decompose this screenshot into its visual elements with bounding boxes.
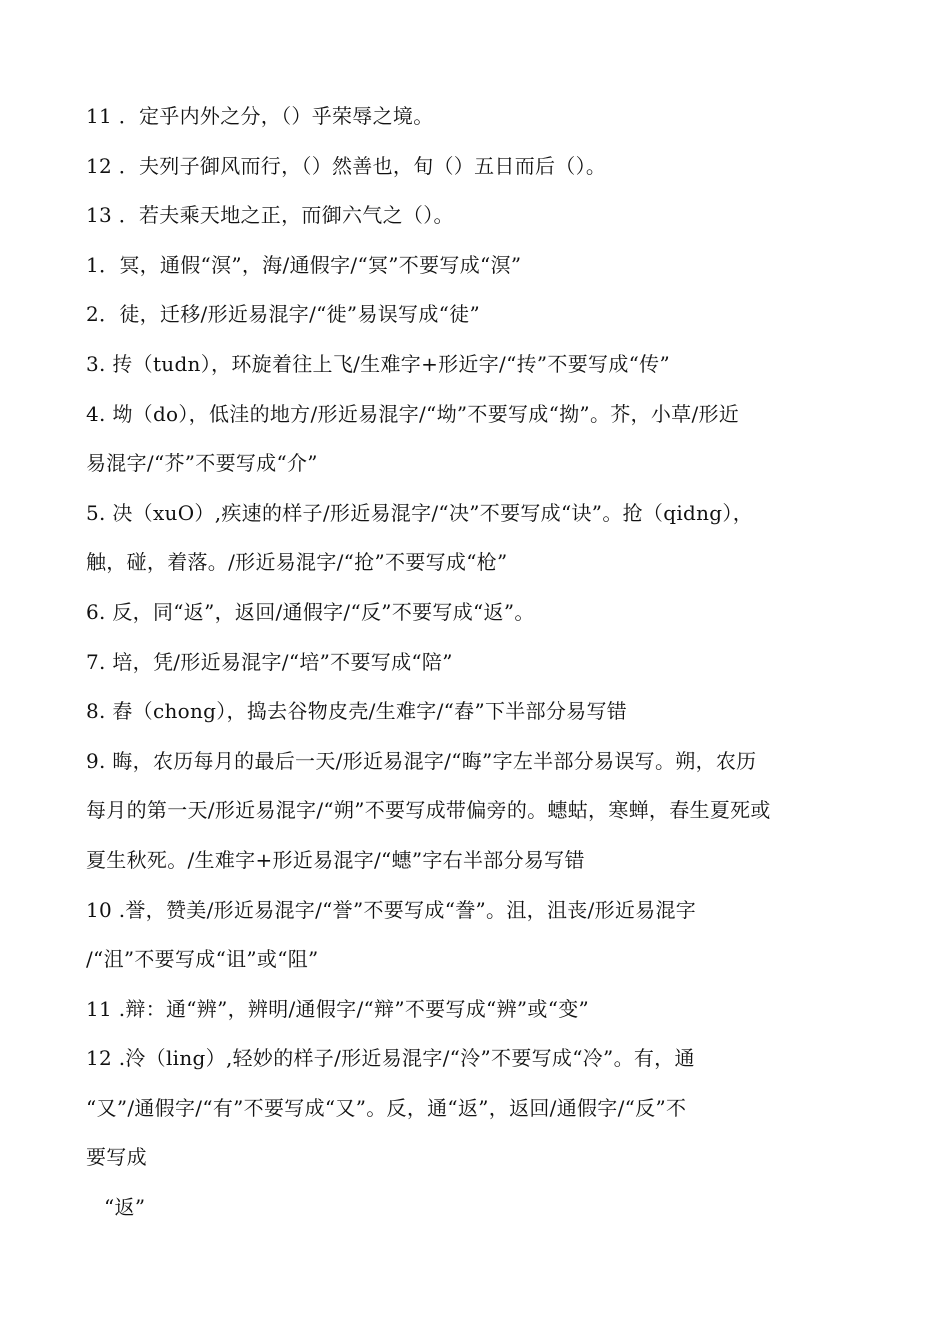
text-line-20: 12 .泠（ling）,轻妙的样子/形近易混字/“泠”不要写成“冷”。有，通 [86,1046,695,1071]
text-line-9: 5. 决（xuO）,疾速的样子/形近易混字/“决”不要写成“诀”。抢（qidng）， [86,500,754,525]
text-line-8: 易混字/“芥”不要写成“介” [86,451,318,476]
text-line-10: 触，碰，着落。/形近易混字/“抢”不要写成“枪” [86,550,508,575]
text-line-14: 9. 晦，农历每月的最后一天/形近易混字/“晦”字左半部分易误写。朔，农历 [86,748,757,773]
text-line-18: /“沮”不要写成“诅”或“阻” [86,947,319,972]
text-line-17: 10 .誉，赞美/形近易混字/“誉”不要写成“誊”。沮，沮丧/形近易混字 [86,897,697,922]
text-line-12: 7. 培，凭/形近易混字/“培”不要写成“陪” [86,649,453,674]
text-line-4: 1．冥，通假“溟”，海/通假字/“冥”不要写成“溟” [86,252,522,277]
text-line-7: 4. 坳（do），低洼的地方/形近易混字/“坳”不要写成“拗”。芥，小草/形近 [86,401,740,426]
text-line-16: 夏生秋死。/生难字+形近易混字/“蟪”字右半部分易写错 [86,847,585,872]
document-page [86,100,876,1241]
text-line-3: 13 ．若夫乘天地之正，而御六气之（）。 [86,203,454,228]
text-line-13: 8. 舂（chong），捣去谷物皮壳/生难字/“舂”下半部分易写错 [86,699,628,724]
text-line-23: “返” [104,1195,146,1220]
text-line-22: 要写成 [86,1145,147,1170]
text-line-5: 2．徒，迁移/形近易混字/“徙”易误写成“徒” [86,302,480,327]
text-line-11: 6. 反，同“返”，返回/通假字/“反”不要写成“返”。 [86,599,535,624]
text-line-6: 3. 抟（tudn），环旋着往上飞/生难字+形近字/“抟”不要写成“传” [86,351,670,376]
text-line-15: 每月的第一天/形近易混字/“朔”不要写成带偏旁的。蟪蛄，寒蝉，春生夏死或 [86,798,771,823]
text-line-2: 12 ．夫列子御风而行，（）然善也，旬（）五日而后（）。 [86,153,607,178]
text-line-1: 11 ．定乎内外之分，（）乎荣辱之境。 [86,104,434,128]
text-line-21: “又”/通假字/“有”不要写成“又”。反，通“返”，返回/通假字/“反”不 [86,1095,687,1120]
text-line-19: 11 .辩：通“辨”，辨明/通假字/“辩”不要写成“辨”或“变” [86,996,590,1021]
